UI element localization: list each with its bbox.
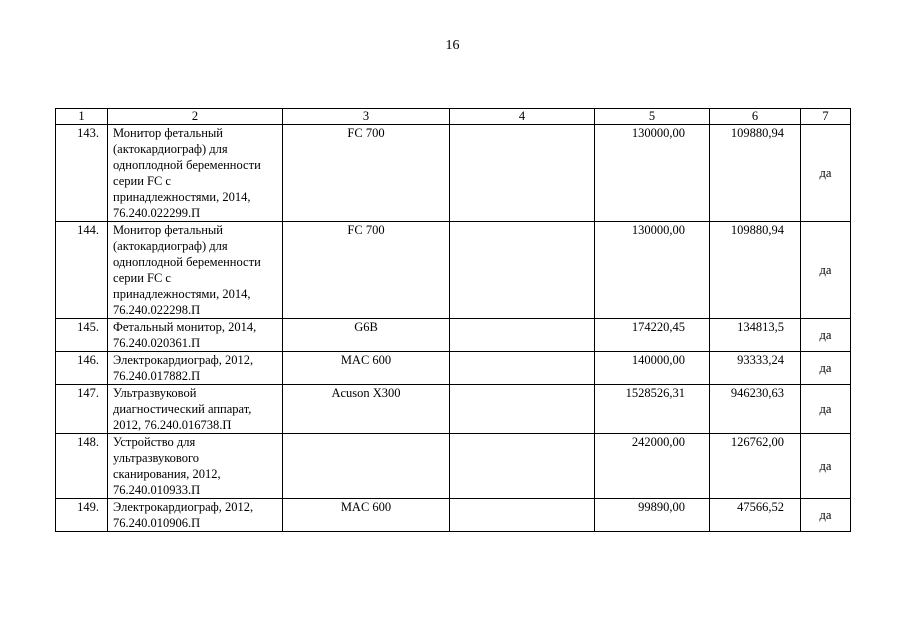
residual-value: 47566,52 (710, 499, 801, 532)
table-row (56, 499, 851, 532)
row-number: 147. (56, 385, 108, 434)
table-row (56, 352, 851, 385)
equipment-name: Монитор фетальный (актокардиограф) для одноплодной беременности серии FC с принадлежностями, 2014, 76.240.022299.П (108, 125, 283, 222)
page-number: 16 (445, 38, 460, 53)
equipment-model: FC 700 (283, 222, 450, 319)
column-header-7: 7 (801, 109, 851, 125)
column-header-4: 4 (450, 109, 595, 125)
flag-value: да (801, 222, 851, 319)
cost-value: 99890,00 (595, 499, 710, 532)
equipment-name: Электрокардиограф, 2012, 76.240.010906.П (108, 499, 283, 532)
flag-value: да (801, 385, 851, 434)
row-number: 143. (56, 125, 108, 222)
flag-value: да (801, 319, 851, 352)
cost-value: 130000,00 (595, 222, 710, 319)
residual-value: 126762,00 (710, 434, 801, 499)
table-header-row (56, 109, 851, 125)
equipment-name: Ультразвуковой диагностический аппарат, 2012, 76.240.016738.П (108, 385, 283, 434)
column-4-cell (450, 222, 595, 319)
table-body (56, 109, 851, 532)
row-number: 146. (56, 352, 108, 385)
table-row (56, 222, 851, 319)
flag-value: да (801, 125, 851, 222)
row-number: 145. (56, 319, 108, 352)
row-number: 148. (56, 434, 108, 499)
column-header-1: 1 (56, 109, 108, 125)
flag-value: да (801, 434, 851, 499)
equipment-model: MAC 600 (283, 499, 450, 532)
cost-value: 130000,00 (595, 125, 710, 222)
equipment-name: Электрокардиограф, 2012, 76.240.017882.П (108, 352, 283, 385)
equipment-name: Фетальный монитор, 2014, 76.240.020361.П (108, 319, 283, 352)
table-row (56, 319, 851, 352)
column-4-cell (450, 352, 595, 385)
equipment-table (55, 108, 851, 532)
flag-value: да (801, 352, 851, 385)
column-4-cell (450, 125, 595, 222)
residual-value: 109880,94 (710, 222, 801, 319)
flag-value: да (801, 499, 851, 532)
cost-value: 1528526,31 (595, 385, 710, 434)
column-header-2: 2 (108, 109, 283, 125)
equipment-name: Устройство для ультразвукового сканирования, 2012, 76.240.010933.П (108, 434, 283, 499)
column-4-cell (450, 499, 595, 532)
row-number: 149. (56, 499, 108, 532)
table-row (56, 125, 851, 222)
cost-value: 140000,00 (595, 352, 710, 385)
equipment-model (283, 434, 450, 499)
row-number: 144. (56, 222, 108, 319)
residual-value: 109880,94 (710, 125, 801, 222)
residual-value: 946230,63 (710, 385, 801, 434)
column-4-cell (450, 434, 595, 499)
equipment-model: FC 700 (283, 125, 450, 222)
residual-value: 134813,5 (710, 319, 801, 352)
table-row (56, 385, 851, 434)
equipment-model: Acuson X300 (283, 385, 450, 434)
cost-value: 174220,45 (595, 319, 710, 352)
equipment-model: G6B (283, 319, 450, 352)
table-row (56, 434, 851, 499)
column-4-cell (450, 385, 595, 434)
residual-value: 93333,24 (710, 352, 801, 385)
column-header-6: 6 (710, 109, 801, 125)
cost-value: 242000,00 (595, 434, 710, 499)
column-4-cell (450, 319, 595, 352)
column-header-5: 5 (595, 109, 710, 125)
column-header-3: 3 (283, 109, 450, 125)
equipment-name: Монитор фетальный (актокардиограф) для одноплодной беременности серии FC с принадлежностями, 2014, 76.240.022298.П (108, 222, 283, 319)
equipment-model: MAC 600 (283, 352, 450, 385)
